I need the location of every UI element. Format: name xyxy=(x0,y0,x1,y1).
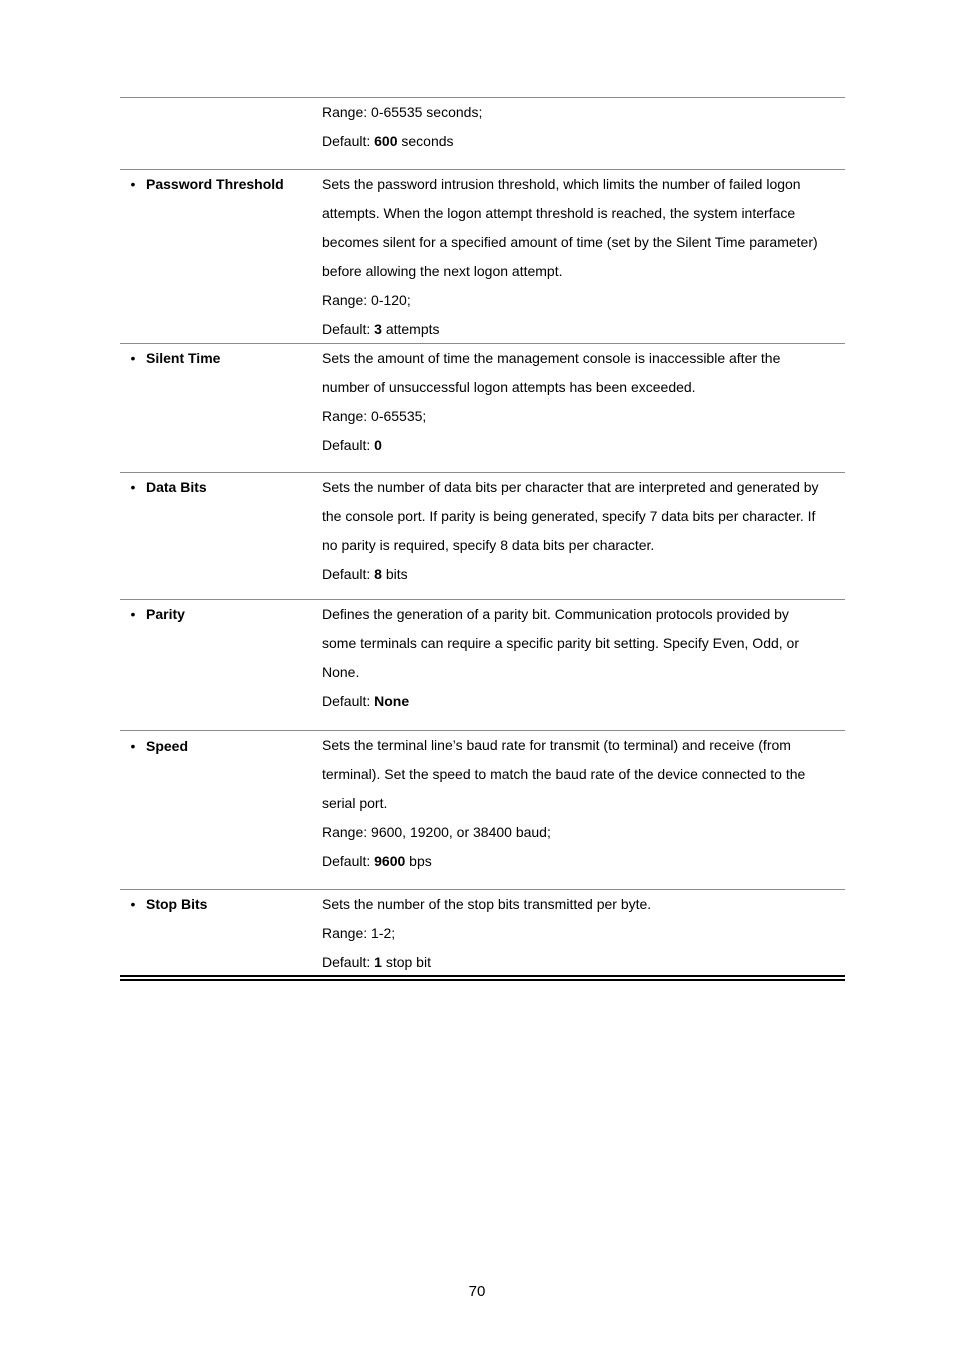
desc-line: number of unsuccessful logon attempts has been exceeded. xyxy=(322,379,696,395)
param-description xyxy=(322,731,845,876)
desc-line: Range: 0-65535 seconds; xyxy=(322,104,483,120)
desc-line: Range: 1-2; xyxy=(322,925,396,941)
default-line: Default: 8 bits xyxy=(322,566,408,582)
table-row xyxy=(120,731,845,890)
desc-line: becomes silent for a specified amount of time (set by the Silent Time parameter) xyxy=(322,234,818,250)
table-row xyxy=(120,344,845,473)
desc-line: None. xyxy=(322,664,360,680)
desc-line: Sets the number of the stop bits transmitted per byte. xyxy=(322,896,652,912)
default-line: Default: 3 attempts xyxy=(322,321,440,337)
desc-line: Sets the password intrusion threshold, which limits the number of failed logon xyxy=(322,176,801,192)
default-line: Default: 9600 bps xyxy=(322,853,432,869)
page-number: 70 xyxy=(468,1283,486,1300)
desc-line: Range: 9600, 19200, or 38400 baud; xyxy=(322,824,551,840)
parameter-table xyxy=(120,97,845,977)
desc-line: some terminals can require a specific parity bit setting. Specify Even, Odd, or xyxy=(322,635,799,651)
table-row xyxy=(120,473,845,600)
default-value: 8 xyxy=(374,566,382,582)
default-line: Default: 600 seconds xyxy=(322,133,454,149)
param-name: • Stop Bits xyxy=(120,890,320,919)
bullet-icon: • xyxy=(130,738,136,754)
table-row xyxy=(120,98,845,170)
desc-line: Sets the amount of time the management console is inaccessible after the xyxy=(322,350,781,366)
table-bottom-rule xyxy=(120,975,845,981)
bullet-icon: • xyxy=(130,479,136,495)
default-line: Default: 1 stop bit xyxy=(322,954,431,970)
param-name: • Silent Time xyxy=(120,344,320,373)
param-description xyxy=(322,98,845,156)
desc-line: Sets the number of data bits per character that are interpreted and generated by xyxy=(322,479,819,495)
desc-line: before allowing the next logon attempt. xyxy=(322,263,563,279)
desc-line: Defines the generation of a parity bit. Communication protocols provided by xyxy=(322,606,789,622)
default-line: Default: None xyxy=(322,693,410,709)
bullet-icon: • xyxy=(130,606,136,622)
table-row xyxy=(120,890,845,977)
param-description xyxy=(322,344,845,460)
bullet-icon: • xyxy=(130,896,136,912)
desc-line: no parity is required, specify 8 data bits per character. xyxy=(322,537,655,553)
param-description xyxy=(322,473,845,589)
default-value: 600 xyxy=(374,133,398,149)
param-name: • Speed xyxy=(120,732,320,761)
default-value: None xyxy=(374,693,410,709)
bullet-icon: • xyxy=(130,350,136,366)
desc-line: Range: 0-120; xyxy=(322,292,411,308)
param-name: • Parity xyxy=(120,600,320,629)
default-line: Default: 0 xyxy=(322,437,382,453)
param-name: • Password Threshold xyxy=(120,170,320,199)
table-row xyxy=(120,170,845,344)
param-name: • Data Bits xyxy=(120,473,320,502)
desc-line: terminal). Set the speed to match the baud rate of the device connected to the xyxy=(322,766,806,782)
table-row xyxy=(120,600,845,731)
desc-line: the console port. If parity is being generated, specify 7 data bits per character. If xyxy=(322,508,816,524)
desc-line: serial port. xyxy=(322,795,388,811)
param-description xyxy=(322,170,845,344)
desc-line: attempts. When the logon attempt threshold is reached, the system interface xyxy=(322,205,796,221)
desc-line: Range: 0-65535; xyxy=(322,408,427,424)
desc-line: Sets the terminal line’s baud rate for transmit (to terminal) and receive (from xyxy=(322,737,791,753)
default-value: 1 xyxy=(374,954,382,970)
default-value: 0 xyxy=(374,437,382,453)
default-value: 3 xyxy=(374,321,382,337)
param-description xyxy=(322,890,845,977)
bullet-icon: • xyxy=(130,176,136,192)
default-value: 9600 xyxy=(374,853,406,869)
param-description xyxy=(322,600,845,716)
